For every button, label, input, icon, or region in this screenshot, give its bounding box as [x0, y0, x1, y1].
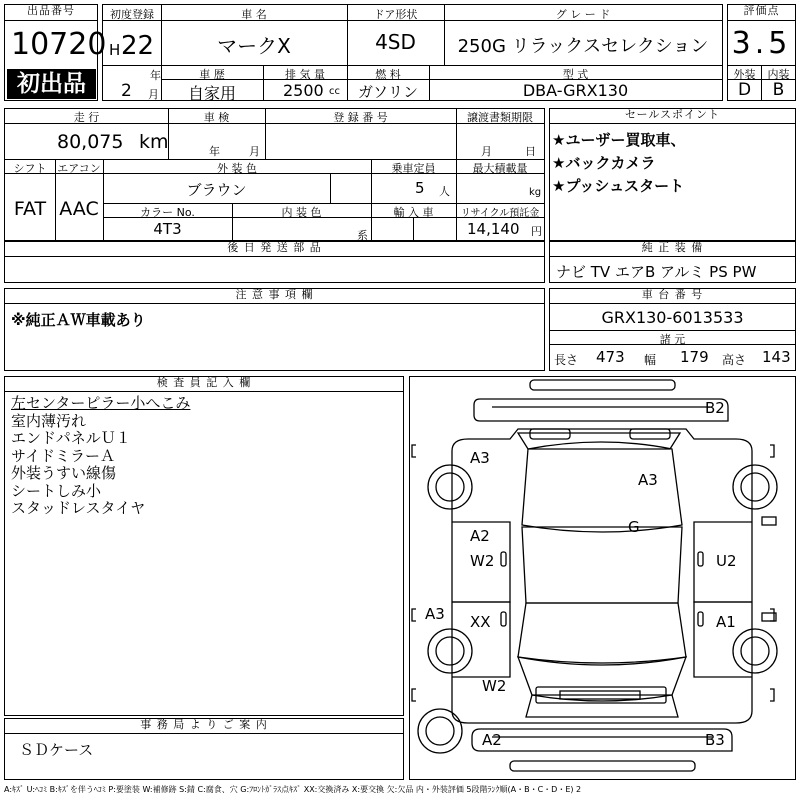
height-label: 高さ — [722, 353, 747, 367]
mark-u2: U2 — [716, 552, 737, 570]
office-label: 事 務 局 よ り ご 案 内 — [5, 719, 403, 734]
mileage-value: 80,075 — [57, 131, 124, 153]
int-color-unit: 系 — [357, 229, 368, 242]
width-value: 179 — [680, 348, 709, 366]
int-color-label: 内 装 色 — [281, 206, 322, 219]
mark-a3-left-front: A3 — [470, 449, 490, 467]
mark-b3: B3 — [705, 731, 725, 749]
width-label: 幅 — [644, 353, 657, 367]
recycle-label: リサイクル預託金 — [460, 208, 540, 219]
mark-b2: B2 — [705, 399, 725, 417]
notes-label: 注 意 事 項 欄 — [5, 289, 544, 304]
shift-value: FAT — [13, 198, 47, 220]
exterior-grade: D — [737, 80, 752, 100]
year-unit: 年 — [150, 69, 161, 82]
chassis-box — [549, 288, 796, 371]
mileage-unit: km — [139, 131, 169, 153]
model-code: DBA-GRX130 — [522, 81, 629, 100]
mark-xx: XX — [470, 613, 491, 631]
color-no-label: カラー No. — [140, 206, 195, 219]
equipment-value: ナビ TV エアB アルミ PS PW — [556, 263, 757, 281]
grade-value: 250G リラックスセレクション — [457, 36, 709, 57]
door-label: ドア形状 — [373, 8, 418, 21]
fuel-value: ガソリン — [357, 83, 418, 101]
month-unit: 月 — [148, 88, 159, 101]
score-label: 評価点 — [728, 5, 795, 21]
dimensions-label: 諸 元 — [659, 333, 686, 346]
ext-color-value: ブラウン — [186, 181, 247, 199]
inspector-note: エンドパネルＵ１ — [11, 429, 131, 447]
mark-w2-rear: W2 — [482, 677, 507, 695]
aircon-value: AAC — [59, 198, 99, 220]
lot-number: 10720 — [11, 27, 107, 62]
color-no-value: 4T3 — [153, 220, 182, 238]
chassis-label: 車 台 番 号 — [550, 289, 795, 304]
registration-label: 初度登録 — [110, 8, 154, 21]
history-label: 車 歴 — [199, 68, 225, 81]
vehicle-info — [4, 108, 545, 241]
inspector-note: 室内薄汚れ — [11, 411, 87, 430]
mark-a1: A1 — [716, 613, 736, 631]
inspection-month-unit: 月 — [249, 145, 260, 158]
registration-month: 2 — [121, 81, 132, 101]
inspector-box — [4, 376, 404, 716]
registration-era: H — [109, 41, 121, 59]
lot-label: 出品番号 — [5, 5, 97, 21]
notes-box — [4, 288, 545, 371]
score-value: 3.5 — [731, 26, 792, 61]
max-load-unit: kg — [529, 187, 542, 198]
equipment-box — [549, 241, 796, 283]
inspector-note: シートしみ小 — [11, 481, 102, 500]
shift-label: シフト — [13, 162, 47, 175]
capacity-label: 乗車定員 — [391, 162, 436, 175]
office-value: ＳＤケース — [19, 741, 94, 759]
exterior-grade-label: 外装 — [733, 68, 756, 81]
mileage-label: 走 行 — [73, 111, 100, 124]
later-parts-box — [4, 241, 545, 283]
inspector-note: 外装うすい線傷 — [11, 464, 117, 482]
inspector-label: 検 査 員 記 入 欄 — [5, 377, 403, 392]
sales-point-item: ★バックカメラ — [552, 154, 656, 172]
score-box — [727, 4, 796, 101]
capacity-unit: 人 — [439, 185, 450, 198]
height-value: 143 — [762, 348, 791, 366]
displacement-label: 排 気 量 — [285, 68, 325, 81]
door-type: 4SD — [375, 30, 416, 54]
fuel-label: 燃 料 — [375, 68, 401, 81]
inspector-note: サイドミラーＡ — [11, 446, 115, 465]
displacement-value: 2500 — [283, 81, 324, 100]
history-value: 自家用 — [187, 84, 236, 103]
office-box — [4, 718, 404, 780]
length-value: 473 — [596, 348, 625, 366]
recycle-unit: 円 — [531, 225, 542, 238]
first-listing-badge: 初出品 — [7, 69, 96, 99]
transfer-day-unit: 日 — [525, 145, 536, 158]
inspection-year-unit: 年 — [209, 145, 220, 158]
car-outline — [410, 377, 795, 779]
aircon-label: エアコン — [57, 162, 101, 175]
transfer-month-unit: 月 — [481, 145, 492, 158]
car-name-label: 車 名 — [241, 8, 267, 21]
grade-label: グ レ ー ド — [555, 8, 611, 21]
import-car-label: 輸 入 車 — [393, 206, 434, 219]
notes-value: ※純正ＡＷ車載あり — [11, 311, 146, 329]
mark-g: G — [628, 518, 640, 536]
sales-points-box — [549, 108, 796, 241]
header-main — [102, 4, 723, 101]
sales-point-item: ★ユーザー買取車、 — [552, 131, 686, 149]
car-diagram — [409, 376, 796, 780]
model-code-label: 型 式 — [562, 68, 589, 81]
mark-a2-rear: A2 — [482, 731, 502, 749]
max-load-label: 最大積載量 — [472, 162, 528, 175]
inspection-label: 車 検 — [203, 111, 230, 124]
mark-a2-left: A2 — [470, 527, 490, 545]
registration-year: 22 — [121, 31, 155, 61]
lot-box — [4, 4, 107, 101]
damage-legend: A:ｷｽﾞ U:ﾍｺﾐ B:ｷｽﾞを伴うﾍｺﾐ P:要塗装 W:補修跡 S:錆 C:腐食、穴 G:ﾌﾛﾝﾄｶﾞﾗｽ点ｷｽﾞ XX:交換済み X:要交換 欠:欠品 内・外装評価 5段階ﾗﾝｸ順(A・B・C・D・E) 2 — [4, 785, 582, 794]
capacity-value: 5 — [415, 179, 425, 197]
ext-color-label: 外 装 色 — [217, 162, 257, 175]
plate-label: 登 録 番 号 — [333, 111, 388, 124]
mark-a3-roof: A3 — [638, 471, 658, 489]
car-name: マークX — [217, 34, 291, 58]
interior-grade: B — [772, 80, 785, 100]
sales-points-label: セールスポイント — [550, 109, 795, 124]
mark-a3-left: A3 — [425, 605, 445, 623]
later-parts-label: 後 日 発 送 部 品 — [5, 242, 544, 257]
inspector-note: スタッドレスタイヤ — [11, 499, 146, 517]
mark-w2-left: W2 — [470, 552, 495, 570]
length-label: 長さ — [554, 353, 579, 367]
chassis-number: GRX130-6013533 — [601, 308, 744, 327]
inspector-note: 左センターピラー小へこみ — [11, 394, 191, 412]
transfer-deadline-label: 譲渡書類期限 — [467, 111, 533, 124]
sales-point-item: ★プッシュスタート — [552, 177, 685, 195]
recycle-value: 14,140 — [467, 220, 520, 238]
displacement-unit: cc — [329, 86, 340, 97]
equipment-label: 純 正 装 備 — [550, 242, 795, 257]
interior-grade-label: 内装 — [767, 68, 790, 81]
